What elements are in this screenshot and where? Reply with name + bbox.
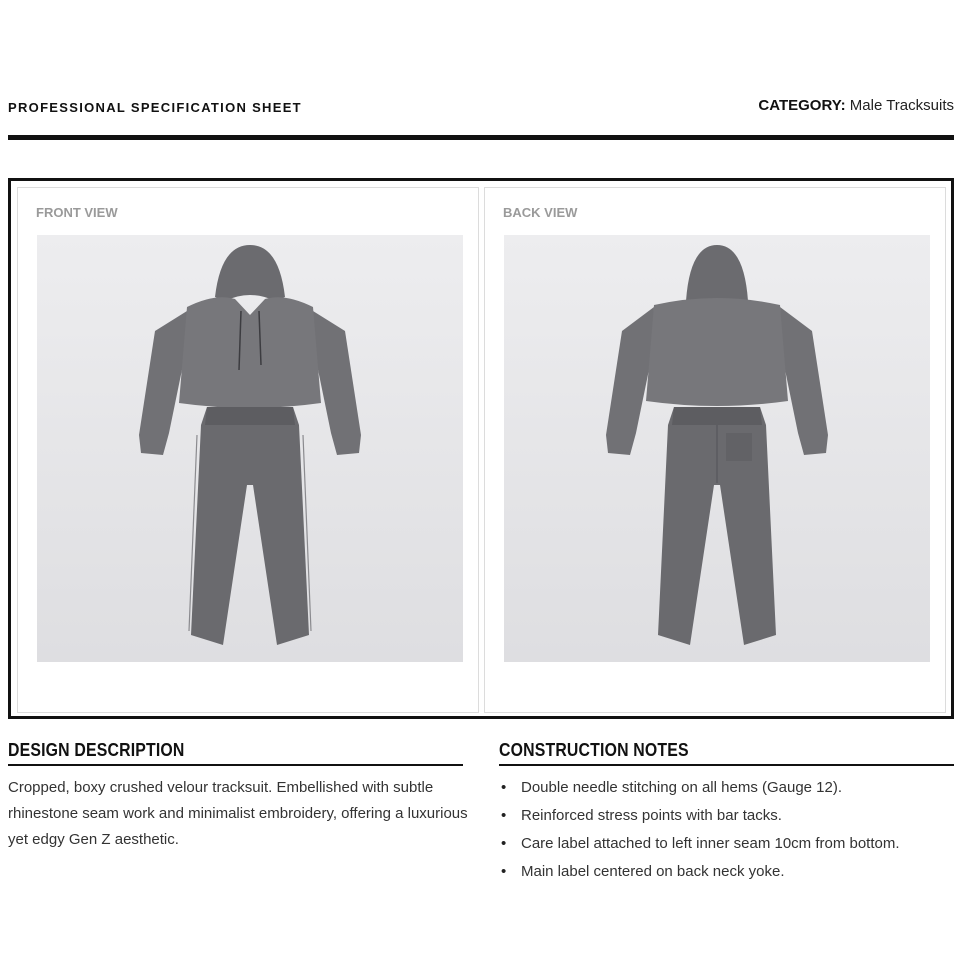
back-view-card bbox=[484, 187, 946, 713]
back-hoodie-body bbox=[646, 298, 788, 406]
construction-notes-list bbox=[499, 774, 959, 886]
header-divider bbox=[8, 135, 954, 140]
sheet-title: PROFESSIONAL SPECIFICATION SHEET bbox=[8, 100, 302, 115]
back-waistband bbox=[672, 407, 762, 425]
category-info bbox=[758, 97, 954, 114]
front-tracksuit-image bbox=[37, 235, 463, 662]
back-pocket bbox=[726, 433, 752, 461]
construction-note-item: • Care label attached to left inner seam 10cm from bottom. bbox=[499, 830, 959, 858]
category-value: Male Tracksuits bbox=[849, 97, 954, 114]
construction-notes-rule bbox=[499, 764, 954, 766]
design-description-rule bbox=[8, 764, 463, 766]
views-frame bbox=[8, 178, 954, 719]
construction-notes-title: CONSTRUCTION NOTES bbox=[499, 740, 689, 760]
front-view-label: FRONT VIEW bbox=[36, 205, 118, 220]
back-tracksuit-image bbox=[504, 235, 930, 662]
waistband bbox=[205, 407, 295, 425]
design-description-text: Cropped, boxy crushed velour tracksuit. Embellished with subtle rhinestone seam work and minimalist embroidery, offering a luxurious yet edgy Gen Z aesthetic. bbox=[8, 779, 468, 848]
category-label: CATEGORY: bbox=[758, 97, 846, 114]
back-view-photo bbox=[504, 235, 930, 662]
design-description-title: DESIGN DESCRIPTION bbox=[8, 740, 185, 760]
sheet-header bbox=[8, 94, 954, 124]
construction-note-item: • Reinforced stress points with bar tacks. bbox=[499, 802, 959, 830]
front-view-card bbox=[17, 187, 479, 713]
front-view-photo bbox=[37, 235, 463, 662]
construction-note-item: • Main label centered on back neck yoke. bbox=[499, 858, 959, 886]
back-view-label: BACK VIEW bbox=[503, 205, 578, 220]
construction-note-item: • Double needle stitching on all hems (Gauge 12). bbox=[499, 774, 959, 802]
